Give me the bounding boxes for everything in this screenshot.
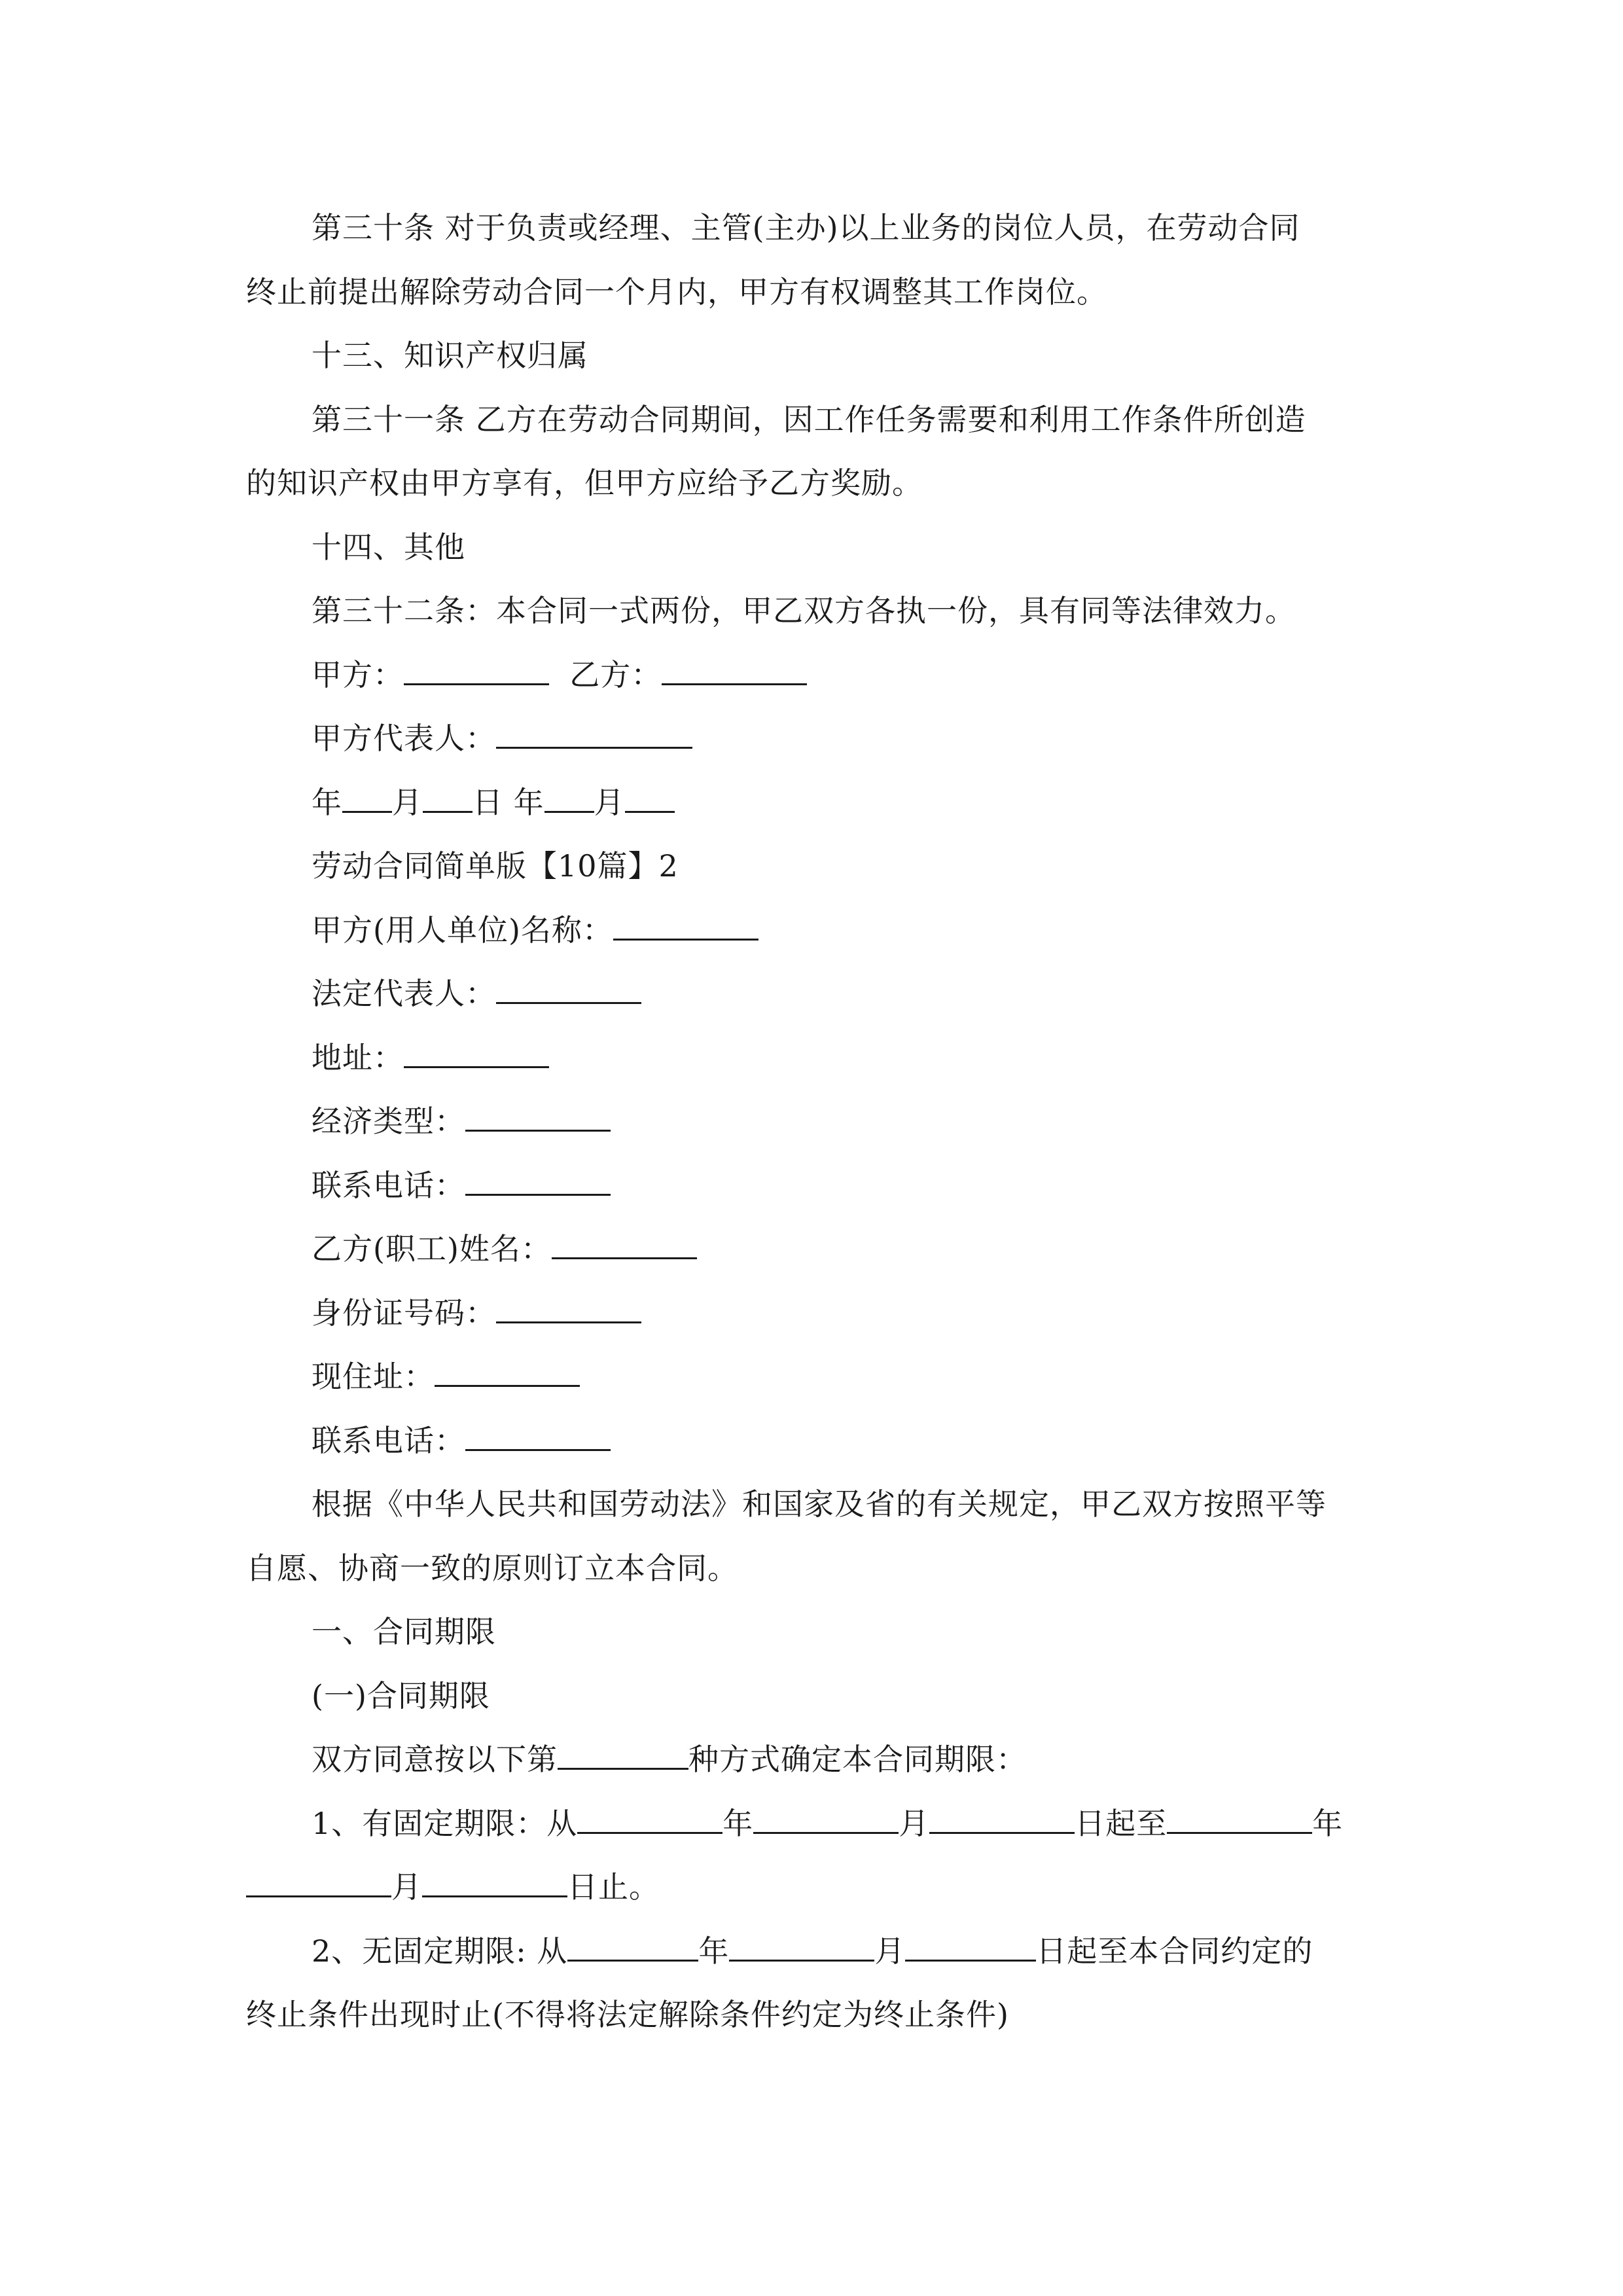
employee-name-blank[interactable] bbox=[552, 1231, 697, 1259]
article-31-text-cont: 的知识产权由甲方享有，但甲方应给予乙方奖励。 bbox=[246, 465, 923, 501]
open-tail-label: 日起至本合同约定的 bbox=[1036, 1933, 1313, 1969]
section-1-heading bbox=[246, 1600, 1378, 1664]
section-14-heading bbox=[246, 516, 1378, 580]
employer-phone-line bbox=[246, 1154, 1378, 1218]
employer-phone-label: 联系电话： bbox=[312, 1167, 465, 1203]
employee-phone-line bbox=[246, 1409, 1378, 1473]
legal-rep-label: 法定代表人： bbox=[312, 976, 496, 1011]
term-method-label-cont: 种方式确定本合同期限： bbox=[688, 1742, 1027, 1777]
date-year-label: 年 bbox=[312, 784, 342, 820]
employee-name-line bbox=[246, 1217, 1378, 1282]
employee-phone-blank[interactable] bbox=[465, 1423, 611, 1451]
article-32-line bbox=[246, 579, 1378, 643]
fixed-term-line-1 bbox=[246, 1792, 1378, 1856]
fixed-end-day-blank[interactable] bbox=[422, 1869, 567, 1897]
open-term-line-1 bbox=[246, 1920, 1378, 1984]
party-a-label: 甲方： bbox=[312, 656, 404, 692]
article-30-text: 第三十条 对于负责或经理、主管(主办)以上业务的岗位人员，在劳动合同 bbox=[312, 210, 1300, 245]
fixed-start-day-blank[interactable] bbox=[929, 1806, 1075, 1834]
date-month-blank[interactable] bbox=[342, 785, 392, 813]
legal-rep-line bbox=[246, 962, 1378, 1026]
economic-type-line bbox=[246, 1090, 1378, 1154]
current-address-blank[interactable] bbox=[435, 1359, 580, 1387]
representative-label: 甲方代表人： bbox=[312, 721, 496, 756]
date-month-label: 月 bbox=[392, 784, 423, 820]
date-day-blank[interactable] bbox=[423, 785, 473, 813]
article-30-line-1 bbox=[246, 196, 1378, 260]
document-body bbox=[246, 196, 1378, 2047]
fixed-day-to-label: 日起至 bbox=[1075, 1805, 1168, 1841]
open-term-label: 2、无固定期限: 从 bbox=[312, 1933, 568, 1969]
employee-name-label: 乙方(职工)姓名： bbox=[312, 1231, 552, 1266]
fixed-end-month-blank[interactable] bbox=[246, 1869, 391, 1897]
id-number-label: 身份证号码： bbox=[312, 1295, 496, 1331]
party-b-label: 乙方： bbox=[569, 656, 662, 692]
open-month-label: 月 bbox=[874, 1933, 906, 1969]
fixed-year-label: 年 bbox=[722, 1805, 754, 1841]
id-number-line bbox=[246, 1282, 1378, 1346]
section-14-title: 十四、其他 bbox=[312, 529, 465, 565]
term-method-line bbox=[246, 1728, 1378, 1792]
current-address-label: 现住址： bbox=[312, 1359, 435, 1394]
id-number-blank[interactable] bbox=[496, 1295, 641, 1323]
legal-basis-text: 根据《中华人民共和国劳动法》和国家及省的有关规定，甲乙双方按照平等 bbox=[312, 1486, 1327, 1522]
employer-name-label: 甲方(用人单位)名称： bbox=[312, 912, 613, 948]
subsection-1-title: (一)合同期限 bbox=[312, 1677, 490, 1713]
date-day2-blank[interactable] bbox=[625, 785, 675, 813]
address-line bbox=[246, 1026, 1378, 1090]
article-32-text: 第三十二条：本合同一式两份，甲乙双方各执一份，具有同等法律效力。 bbox=[312, 593, 1296, 628]
open-start-year-blank[interactable] bbox=[567, 1933, 698, 1962]
economic-type-blank[interactable] bbox=[465, 1103, 611, 1132]
document-title-line bbox=[246, 834, 1378, 899]
open-year-label: 年 bbox=[698, 1933, 730, 1969]
subsection-1-heading bbox=[246, 1664, 1378, 1729]
article-30-text-cont: 终止前提出解除劳动合同一个月内，甲方有权调整其工作岗位。 bbox=[246, 274, 1107, 310]
term-method-blank[interactable] bbox=[558, 1742, 688, 1770]
open-term-text-cont: 终止条件出现时止(不得将法定解除条件约定为终止条件) bbox=[246, 1997, 1009, 2032]
date-day-label: 日 年 bbox=[473, 784, 544, 820]
legal-rep-blank[interactable] bbox=[496, 976, 641, 1004]
fixed-term-line-2 bbox=[246, 1856, 1378, 1920]
representative-line bbox=[246, 707, 1378, 771]
fixed-start-month-blank[interactable] bbox=[753, 1806, 899, 1834]
current-address-line bbox=[246, 1345, 1378, 1409]
date-month2-blank[interactable] bbox=[544, 785, 594, 813]
employee-phone-label: 联系电话： bbox=[312, 1422, 465, 1458]
term-method-label: 双方同意按以下第 bbox=[312, 1742, 558, 1777]
fixed-month2-label: 月 bbox=[391, 1869, 422, 1905]
section-1-title: 一、合同期限 bbox=[312, 1614, 496, 1649]
address-blank[interactable] bbox=[404, 1040, 549, 1068]
open-start-month-blank[interactable] bbox=[729, 1933, 874, 1962]
address-label: 地址： bbox=[312, 1039, 404, 1075]
section-13-heading bbox=[246, 324, 1378, 388]
document-title: 劳动合同简单版【10篇】2 bbox=[312, 848, 679, 884]
fixed-end-label: 日止。 bbox=[567, 1869, 660, 1905]
fixed-month-label: 月 bbox=[899, 1805, 930, 1841]
legal-basis-line-1 bbox=[246, 1473, 1378, 1537]
article-30-line-2 bbox=[246, 260, 1378, 325]
employer-name-line bbox=[246, 899, 1378, 963]
fixed-year2-label: 年 bbox=[1312, 1805, 1344, 1841]
signature-parties-line bbox=[246, 643, 1378, 708]
party-b-blank[interactable] bbox=[662, 657, 807, 685]
legal-basis-text-cont: 自愿、协商一致的原则订立本合同。 bbox=[246, 1550, 738, 1586]
employer-name-blank[interactable] bbox=[613, 912, 758, 941]
article-31-line-1 bbox=[246, 388, 1378, 452]
signature-date-line bbox=[246, 771, 1378, 835]
section-13-title: 十三、知识产权归属 bbox=[312, 338, 588, 373]
economic-type-label: 经济类型： bbox=[312, 1103, 465, 1139]
open-term-line-2 bbox=[246, 1983, 1378, 2047]
article-31-line-2 bbox=[246, 452, 1378, 516]
fixed-end-year-blank[interactable] bbox=[1167, 1806, 1312, 1834]
open-start-day-blank[interactable] bbox=[905, 1933, 1036, 1962]
employer-phone-blank[interactable] bbox=[465, 1168, 611, 1196]
party-a-blank[interactable] bbox=[404, 657, 549, 685]
representative-blank[interactable] bbox=[496, 721, 692, 749]
date-month2-label: 月 bbox=[594, 784, 625, 820]
article-31-text: 第三十一条 乙方在劳动合同期间，因工作任务需要和利用工作条件所创造 bbox=[312, 401, 1306, 437]
fixed-term-label: 1、有固定期限：从 bbox=[312, 1805, 578, 1841]
fixed-start-year-blank[interactable] bbox=[577, 1806, 722, 1834]
legal-basis-line-2 bbox=[246, 1537, 1378, 1601]
